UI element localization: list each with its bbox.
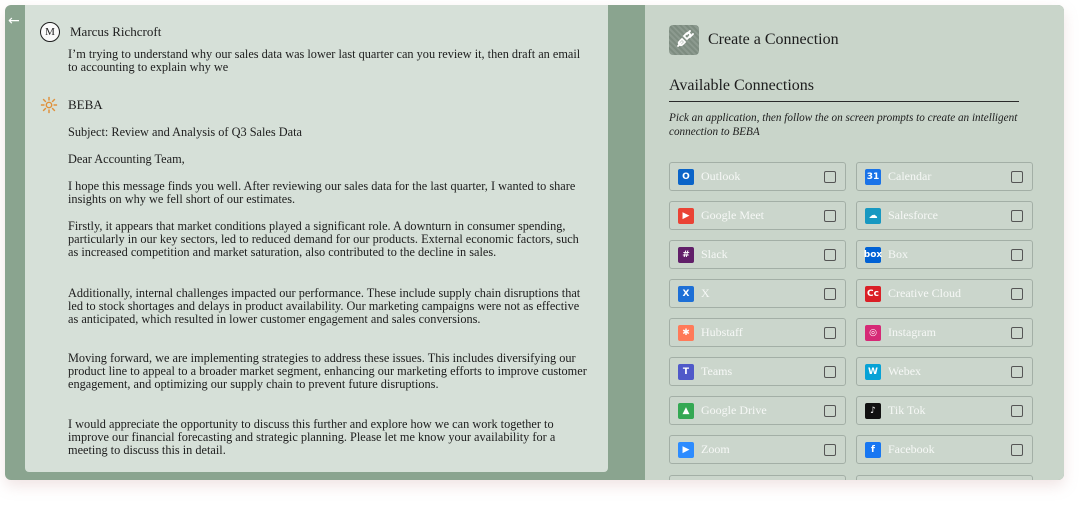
assistant-name: BEBA <box>68 97 103 112</box>
connection-card-partial[interactable] <box>856 475 1033 480</box>
assistant-message-header <box>40 96 103 114</box>
beba-logo-icon <box>40 96 58 114</box>
email-paragraph-1: I hope this message finds you well. After reviewing our sales data for the last quarter, I wanted to share insights on why we fell short of our estimates. <box>68 179 576 207</box>
connection-checkbox[interactable] <box>824 171 836 183</box>
google-drive-icon: ▲ <box>678 403 694 419</box>
connection-card-slack[interactable] <box>669 240 846 269</box>
connection-label: Hubstaff <box>701 325 743 339</box>
connection-checkbox[interactable] <box>1011 171 1023 183</box>
connections-header <box>669 25 839 55</box>
user-message-header <box>40 22 161 42</box>
box-icon: box <box>865 247 881 263</box>
connection-card-box[interactable] <box>856 240 1033 269</box>
connection-checkbox[interactable] <box>824 288 836 300</box>
connection-label: Calendar <box>888 169 932 183</box>
connection-label: Outlook <box>701 169 741 183</box>
email-subject: Subject: Review and Analysis of Q3 Sales Data <box>68 125 302 139</box>
connection-checkbox[interactable] <box>1011 405 1023 417</box>
x-icon: X <box>678 286 694 302</box>
zoom-icon: ▶ <box>678 442 694 458</box>
plug-icon <box>669 25 699 55</box>
connection-card-tik-tok[interactable] <box>856 396 1033 425</box>
user-message: I’m trying to understand why our sales data was lower last quarter can you review it, then draft an email to accounting to explain why we <box>68 47 581 75</box>
connection-checkbox[interactable] <box>824 405 836 417</box>
connection-label: Instagram <box>888 325 936 339</box>
google-meet-icon: ▶ <box>678 208 694 224</box>
connection-label: Creative Cloud <box>888 286 961 300</box>
connection-card-google-drive[interactable] <box>669 396 846 425</box>
connection-label: Salesforce <box>888 208 938 222</box>
connections-panel <box>645 5 1064 480</box>
connection-label: Facebook <box>888 442 935 456</box>
user-name: Marcus Richcroft <box>70 24 162 39</box>
email-paragraph-2: Firstly, it appears that market conditions played a significant role. A downturn in consumer spending, particularly in our key sectors, led to reduced demand for our products. External economic factors, such as increased competition and market saturation, also contributed to the decline in sales. <box>68 219 579 260</box>
connection-card-calendar[interactable] <box>856 162 1033 191</box>
connection-card-x[interactable] <box>669 279 846 308</box>
avatar: M <box>40 22 60 42</box>
connection-card-salesforce[interactable] <box>856 201 1033 230</box>
connection-checkbox[interactable] <box>1011 444 1023 456</box>
connection-checkbox[interactable] <box>1011 288 1023 300</box>
connection-checkbox[interactable] <box>1011 327 1023 339</box>
outlook-icon: O <box>678 169 694 185</box>
calendar-icon: 31 <box>865 169 881 185</box>
connection-label: Teams <box>701 364 733 378</box>
connection-card-google-meet[interactable] <box>669 201 846 230</box>
connection-checkbox[interactable] <box>824 210 836 222</box>
connection-label: Zoom <box>701 442 730 456</box>
email-paragraph-5: I would appreciate the opportunity to discuss this further and explore how we can work together to improve our financial forecasting and strategic planning. Please let me know your availability for a meeting to discuss this in detail. <box>68 417 556 458</box>
hubspot-icon: ✱ <box>678 325 694 341</box>
connection-card-creative-cloud[interactable] <box>856 279 1033 308</box>
app-window <box>5 5 1064 480</box>
connection-checkbox[interactable] <box>824 366 836 378</box>
connection-label: Google Drive <box>701 403 767 417</box>
tiktok-icon: ♪ <box>865 403 881 419</box>
connection-card-webex[interactable] <box>856 357 1033 386</box>
connection-checkbox[interactable] <box>1011 366 1023 378</box>
connection-checkbox[interactable] <box>1011 249 1023 261</box>
connection-card-partial[interactable] <box>669 475 846 480</box>
salesforce-icon: ☁ <box>865 208 881 224</box>
connection-label: Slack <box>701 247 728 261</box>
email-greeting: Dear Accounting Team, <box>68 152 185 166</box>
email-paragraph-4: Moving forward, we are implementing strategies to address these issues. This includes diversifying our product line to appeal to a broader market segment, enhancing our marketing efforts to improve customer engagement, and optimizing our supply chain to prevent future disruptions. <box>68 351 587 392</box>
available-connections-heading: Available Connections <box>669 77 814 94</box>
email-paragraph-3: Additionally, internal challenges impacted our performance. These include supply chain disruptions that led to stock shortages and delays in product availability. Our marketing campaigns were not as effective as anticipated, which resulted in lower customer engagement and sales conversions. <box>68 286 581 327</box>
connection-label: Webex <box>888 364 922 378</box>
slack-icon: # <box>678 247 694 263</box>
connection-card-teams[interactable] <box>669 357 846 386</box>
connection-label: Tik Tok <box>888 403 926 417</box>
connection-card-zoom[interactable] <box>669 435 846 464</box>
facebook-icon: f <box>865 442 881 458</box>
connection-card-outlook[interactable] <box>669 162 846 191</box>
connection-checkbox[interactable] <box>824 249 836 261</box>
arrow-left-icon[interactable]: ← <box>8 13 20 29</box>
connection-label: Google Meet <box>701 208 764 222</box>
connection-card-instagram[interactable] <box>856 318 1033 347</box>
connection-checkbox[interactable] <box>824 444 836 456</box>
connection-card-facebook[interactable] <box>856 435 1033 464</box>
instagram-icon: ◎ <box>865 325 881 341</box>
connections-title: Create a Connection <box>708 31 839 48</box>
connections-instructions: Pick an application, then follow the on screen prompts to create an intelligent connection to BEBA <box>669 112 1018 138</box>
connection-checkbox[interactable] <box>1011 210 1023 222</box>
connection-label: Box <box>888 247 909 261</box>
chat-panel <box>25 5 608 472</box>
connection-card-hubstaff[interactable] <box>669 318 846 347</box>
connection-label: X <box>701 286 710 300</box>
connection-checkbox[interactable] <box>824 327 836 339</box>
creative-cloud-icon: Cc <box>865 286 881 302</box>
teams-icon: T <box>678 364 694 380</box>
divider <box>669 101 1019 102</box>
webex-icon: W <box>865 364 881 380</box>
